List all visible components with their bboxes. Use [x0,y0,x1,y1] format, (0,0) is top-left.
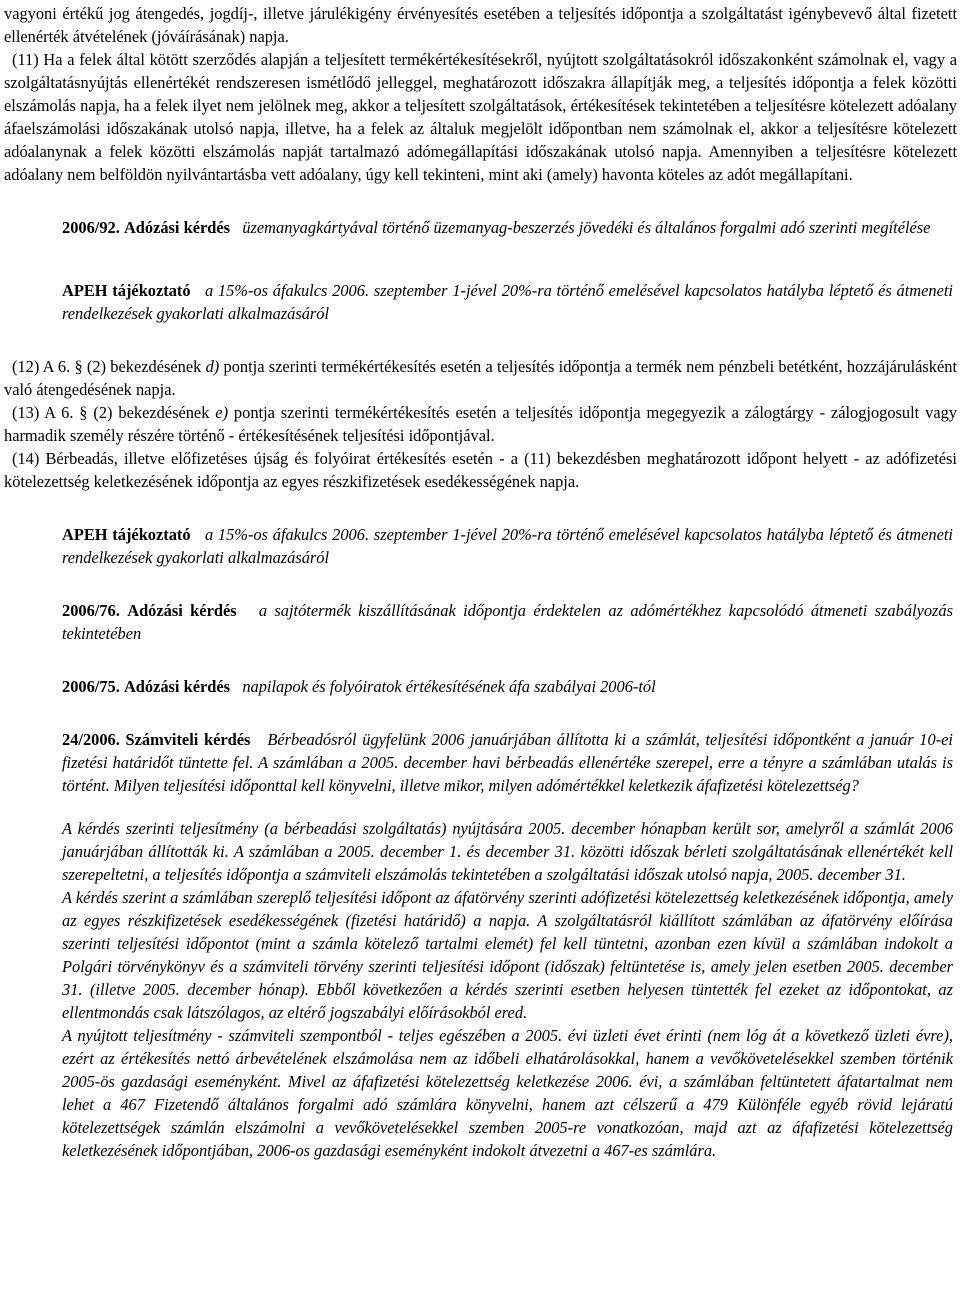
reference-kind: APEH tájékoztató [62,281,191,300]
reference-adozasi-kerdes-2006-92 [62,216,953,239]
reference-szamviteli-kerdes-24-2006 [62,728,953,797]
paragraph-12-pre: (12) A 6. § (2) bekezdésének [12,357,206,376]
question-text: Bérbeadósról ügyfelünk 2006 januárjában állította ki a számlát, teljesítési időpontként a január 10-ei fizetési határidőt tüntette fel. A számlában a 2005. december havi bérbeadás ellenértéke szerepel, erre a tényre a számlában utalás is történt. Milyen teljesítési időponttal kell könyvelni, illetve mikor, milyen adómértékkel keletkezik áfafizetési kötelezettség? [62,730,953,795]
paragraph-13-pre: (13) A 6. § (2) bekezdésének [12,403,216,422]
document-page [4,2,957,1162]
paragraph-13-letter: e) [215,403,229,422]
paragraph-continuation: vagyoni értékű jog átengedés, jogdíj-, illetve járulékigény érvényesítés esetében a teljesítés időpontja a szolgáltatást igénybevevő által fizetett ellenérték átvételének (jóváírásának) napja. [4,4,957,46]
reference-adozasi-kerdes-2006-75 [62,675,953,698]
paragraph-11: (11) Ha a felek által kötött szerződés alapján a teljesített termékértékesítésekről, nyújtott szolgáltatásokról időszakonként számolnak el, vagy a szolgáltatásnyújtás ellenértékét rendszeresen ismétlődő jelleggel, meghatározott időszakra állapítják meg, a teljesítés időpontja a felek közötti elszámolás napja, ha a felek ilyet nem jelölnek meg, akkor a teljesített szolgáltatások, értékesítések tekintetében a teljesítésre kötelezett adóalany áfaelszámolási időszakának utolsó napja, illetve, ha a felek az általuk megjelölt időpontban nem számolnak el, akkor a teljesítésre kötelezett adóalanynak a felek közötti elszámolás napját tartalmazó adómegállapítási időszakának utolsó napja. Amennyiben a teljesítésre kötelezett adóalany nem belföldön nyilvántartásba vett adóalany, úgy kell tekinteni, mint aki (amely) havonta köteles az adót megállapítani. [4,50,957,184]
reference-apeh-tajekoztato-2 [62,523,953,569]
reference-kind: Adózási kérdés [123,677,231,696]
reference-number: 2006/92. [62,218,120,237]
reference-title: a 15%-os áfakulcs 2006. szeptember 1-jével 20%-ra történő emelésével kapcsolatos hatályba léptető és átmeneti rendelkezések gyakorlati alkalmazásáról [62,281,953,323]
reference-title: napilapok és folyóiratok értékesítésének áfa szabályai 2006-tól [242,677,656,696]
paragraph-13 [4,401,957,447]
paragraph-12-letter: d) [205,357,220,376]
reference-number: 2006/75. [62,677,120,696]
reference-number: 24/2006. [62,730,120,749]
reference-apeh-tajekoztato-1 [62,279,953,325]
reference-number: 2006/76. [62,601,120,620]
paragraph-12-post: pontja szerinti termékértékesítés esetén a teljesítés időpontja a termék nem pénzbeli betétként, hozzájárulásként való átengedésének napja. [4,357,958,399]
reference-title: a 15%-os áfakulcs 2006. szeptember 1-jével 20%-ra történő emelésével kapcsolatos hatályba léptető és átmeneti rendelkezések gyakorlati alkalmazásáról [62,525,953,567]
reference-title: üzemanyagkártyával történő üzemanyag-beszerzés jövedéki és általános forgalmi adó szerinti megítélése [242,218,931,237]
answer-paragraph-2 [62,886,953,1024]
answer-text-1: A kérdés szerinti teljesítmény (a bérbeadási szolgáltatás) nyújtására 2005. december hónapban került sor, amelyről a számlát 2006 januárjában állították ki. A számlában a 2005. december 1. és december 31. közötti időszak bérleti szolgáltatásának ellenértékét kell szerepeltetni, a teljesítés időpontja a számviteli elszámolás tekintetében a szolgáltatási időszak utolsó napja, 2005. december 31. [62,819,953,884]
reference-kind: APEH tájékoztató [62,525,191,544]
paragraph-12 [4,355,957,401]
paragraph-14: (14) Bérbeadás, illetve előfizetéses újság és folyóirat értékesítés esetén - a (11) bekezdésben meghatározott időpont helyett - az adófizetési kötelezettség keletkezésének időpontja az egyes részkifizetések esedékességének napja. [4,449,957,491]
reference-adozasi-kerdes-2006-76 [62,599,953,645]
paragraph-13-post: pontja szerinti termékértékesítés esetén a teljesítés időpontja megegyezik a zálogtárgy - zálogjogosult vagy harmadik személy részére történő - értékesítésének teljesítési időpontjával. [4,403,957,445]
reference-title: a sajtótermék kiszállításának időpontja érdektelen az adómértékhez kapcsolódó átmeneti szabályozás tekintetében [62,601,953,643]
answer-text-2: A kérdés szerint a számlában szereplő teljesítési időpont az áfatörvény szerinti adófizetési kötelezettség keletkezésének időpontja, amely az egyes részkifizetések esedékességének (fizetési határidő) a napja. A szolgáltatásról kiállított számlában az áfatörvény előírása szerinti teljesítési időpontot (mint a számla kötelező tartalmi elemét) fel kell tüntetni, azonban ezen kívül a számlában indokolt a Polgári törvénykönyv és a számviteli törvény szerinti teljesítési időpont (időszak) feltüntetése is, amely jelen esetben 2005. december 31. (illetve 2005. december hónap). Ebből következően a kérdés szerinti esetben helyesen tüntették fel ezeket az időpontokat, az ellentmondás csak látszólagos, az eltérő jogszabályi előírásokból ered. [62,888,953,1022]
reference-kind: Adózási kérdés [127,601,237,620]
answer-paragraph-3 [62,1024,953,1162]
reference-kind: Adózási kérdés [123,218,231,237]
answer-paragraph-1 [62,817,953,886]
reference-kind: Számviteli kérdés [125,730,251,749]
answer-text-3: A nyújtott teljesítmény - számviteli szempontból - teljes egészében a 2005. évi üzleti évet érinti (nem lóg át a következő üzleti évre), ezért az értékesítés nettó árbevételének elszámolása nem az időbeli elhatárolásokkal, hanem a vevőkövetelésekkel szemben történik 2005-ös gazdasági eseményként. Mivel az áfafizetési kötelezettség keletkezése 2006. évi, a számlában feltüntetett áfatartalmat nem lehet a 467 Fizetendő általános forgalmi adó számlára könyvelni, hanem azt célszerű a 479 Különféle egyéb rövid lejáratú kötelezettségek számlán elszámolni a vevőkövetelésekkel szemben 2005-re vonatkozóan, majd azt az áfafizetési kötelezettség keletkezésének időpontjában, 2006-os gazdasági eseményként indokolt átvezetni a 467-es számlára. [62,1026,953,1160]
